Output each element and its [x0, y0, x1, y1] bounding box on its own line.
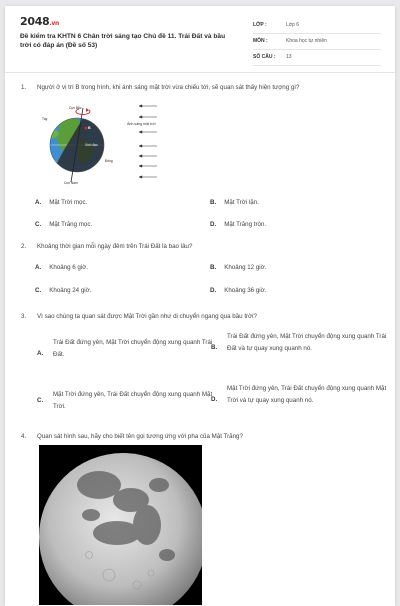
- q3-option-a[interactable]: A. Trái Đất đứng yên, Mặt Trời chuyển động xung quanh Trái Đất.: [37, 339, 213, 358]
- q2-option-a[interactable]: A. Khoảng 6 giờ.: [35, 264, 88, 271]
- page-header: [5, 6, 395, 68]
- header-divider: [5, 72, 395, 73]
- equator-label: Xích đạo: [85, 143, 98, 147]
- q3-option-c[interactable]: C. Mặt Trời đứng yên, Trái Đất chuyển động xung quanh Mặt Trời.: [37, 391, 213, 410]
- document-title: Đề kiểm tra KHTN 6 Chân trời sáng tạo Chủ đề 11. Trái Đất và bầu trời có đáp án (Đề số 53): [20, 33, 226, 49]
- north-pole-label: Cực Bắc: [69, 106, 82, 110]
- worksheet-page: 2048.vn Đề kiểm tra KHTN 6 Chân trời sáng tạo Chủ đề 11. Trái Đất và bầu trời có đáp án (Đề số 53) LỚP : Lớp 6 MÔN : Khoa học tự nhiên SỐ CÂU : 13 1. Người ở vị trí B trong hình, khi ánh sáng mặt trời vừa chiếu tới, sẽ quan sát thấy hiện tượng gì? Cực Bắc Cực Nam Tây Đông Xích đạo B Ánh sáng mặt trời A. Mặt Trời mọc. B. Mặt Trời lặn. C. Mặt Trăng mọc. D. Mặt Trăng tròn. 2. Khoảng thời gian mỗi ngày đêm trên Trái Đất là bao lâu? A. Khoảng 6 giờ. B. Khoảng 12 giờ. C. Khoảng 24 giờ. D. Khoảng 36 giờ. 3. Vì sao chúng ta quan sát được Mặt Trời gần như di chuyển ngang qua bầu trời? A. Trái Đất đứng yên, Mặt Trời chuyển động xung quanh Trái Đất. B. Trái Đất đứng yên, Mặt Trời chuyển động xung quanh Trái Đất và tự quay xung quanh nó. C. Mặt Trời đứng yên, Trái Đất chuyển động xung quanh Mặt Trời. D. Mặt Trời đứng yên, Trái Đất chuyển động xung quanh Mặt Trời và tự quay xung quanh nó. 4. Quan sát hình sau, hãy cho biết tên gọi tương ứng với pha của Mặt Trăng?: [5, 6, 395, 606]
- q2-option-d[interactable]: D. Khoảng 36 giờ.: [210, 287, 267, 294]
- q2-option-b[interactable]: B. Khoảng 12 giờ.: [210, 264, 267, 271]
- earth-sunlight-figure: [39, 100, 199, 192]
- q1-option-b[interactable]: B. Mặt Trời lặn.: [210, 199, 259, 206]
- q3-option-d[interactable]: D. Mặt Trời đứng yên, Trái Đất chuyển động xung quanh Mặt Trời và tự quay xung quanh nó.: [211, 385, 387, 404]
- moon-phase-image: [39, 445, 202, 605]
- q1-option-a[interactable]: A. Mặt Trời mọc.: [35, 199, 88, 206]
- meta-row-question-count: SỐ CÂU : 13: [253, 50, 381, 66]
- sunlight-arrows: [139, 105, 157, 178]
- q1-option-c[interactable]: C. Mặt Trăng mọc.: [35, 221, 93, 228]
- moon-icon: [39, 445, 202, 605]
- q2-option-c[interactable]: C. Khoảng 24 giờ.: [35, 287, 92, 294]
- south-pole-label: Cực Nam: [64, 181, 78, 185]
- east-label: Đông: [105, 159, 113, 163]
- west-label: Tây: [42, 117, 48, 121]
- meta-row-grade: LỚP : Lớp 6: [253, 18, 381, 34]
- point-b-label: B: [88, 126, 91, 130]
- q3-option-b[interactable]: B. Trái Đất đứng yên, Mặt Trời chuyển động xung quanh Trái Đất và tự quay xung quanh nó.: [211, 333, 387, 352]
- sunlight-label: Ánh sáng mặt trời: [127, 122, 156, 126]
- site-logo[interactable]: 2048.vn: [20, 15, 59, 28]
- q1-option-d[interactable]: D. Mặt Trăng tròn.: [210, 221, 267, 228]
- document-meta: [253, 18, 381, 66]
- meta-row-subject: MÔN : Khoa học tự nhiên: [253, 34, 381, 50]
